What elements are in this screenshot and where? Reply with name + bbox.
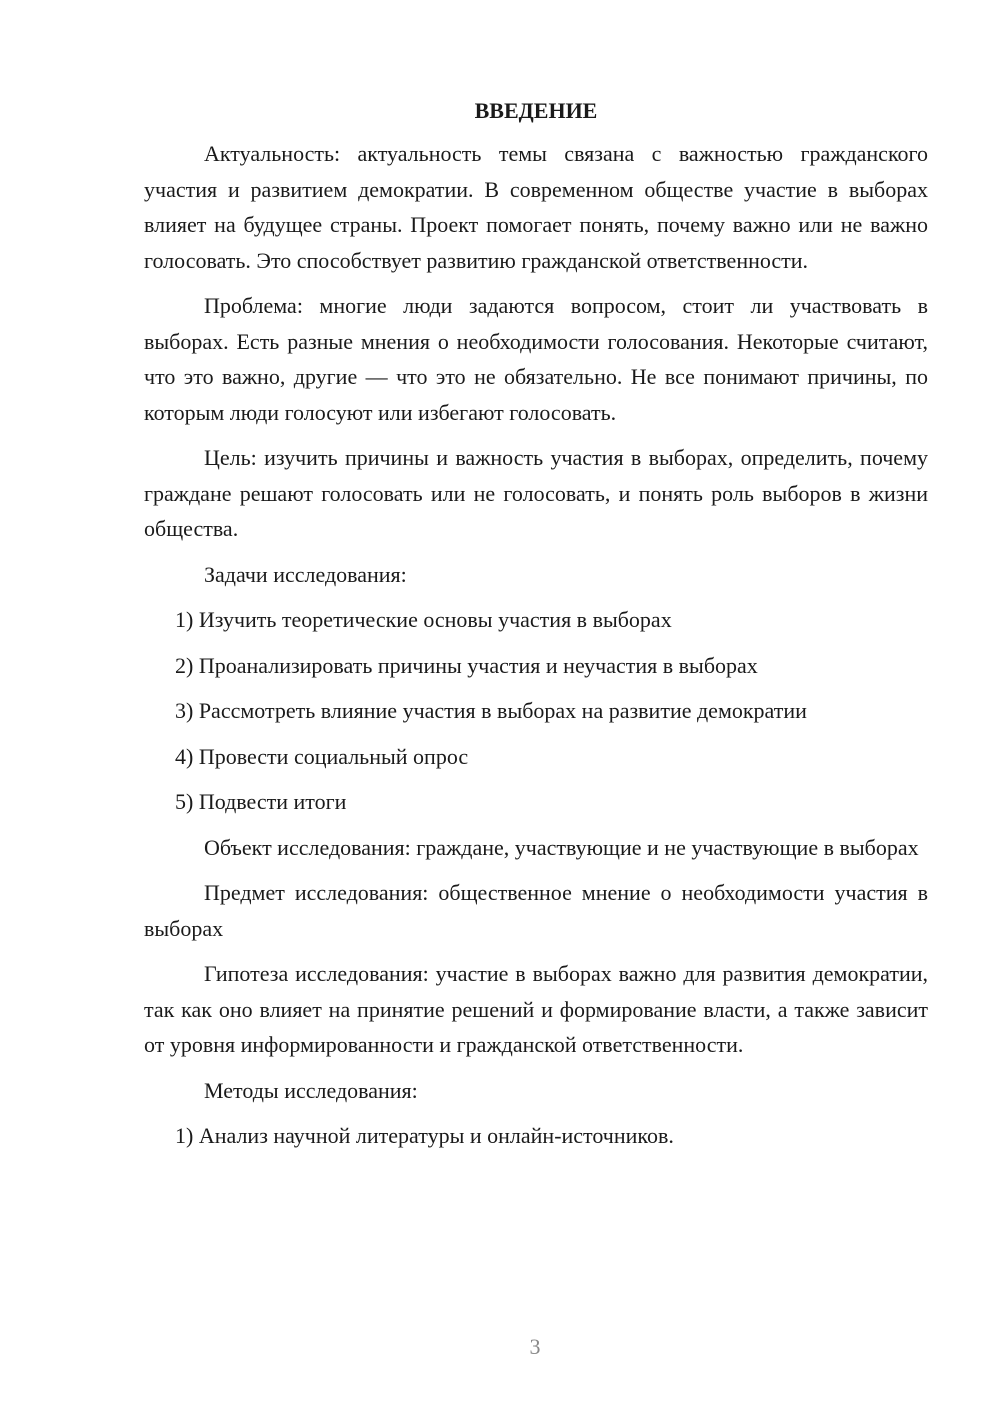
tasks-title: Задачи исследования: <box>204 561 407 587</box>
task-item-3: 3) Рассмотреть влияние участия в выборах на развитие демократии <box>175 698 807 723</box>
relevance-paragraph: Актуальность: актуальность темы связана с важностью гражданского участия и развитием демократии. В современном обществе участие в выборах влияет на будущее страны. Проект помогает понять, почему важно или не важно голосовать. Это способствует развитию гражданской ответственности. <box>144 141 928 273</box>
methods-title: Методы исследования: <box>204 1077 418 1103</box>
goal-paragraph: Цель: изучить причины и важность участия в выборах, определить, почему граждане решают голосовать или не голосовать, и понять роль выборов в жизни общества. <box>144 445 928 541</box>
task-item-4: 4) Провести социальный опрос <box>175 743 469 769</box>
task-item-2: 2) Проанализировать причины участия и неучастия в выборах <box>175 652 758 678</box>
method-item-1: 1) Анализ научной литературы и онлайн-источников. <box>175 1123 674 1148</box>
document-page <box>144 96 928 1164</box>
problem-paragraph: Проблема: многие люди задаются вопросом, стоит ли участвовать в выборах. Есть разные мнения о необходимости голосования. Некоторые считают, что это важно, другие — что это не обязательно. Не все понимают причины, по которым люди голосуют или избегают голосовать. <box>144 293 928 425</box>
object-paragraph: Объект исследования: граждане, участвующие и не участвующие в выборах <box>204 834 919 860</box>
section-heading: ВВЕДЕНИЕ <box>474 98 598 123</box>
page-number: 3 <box>529 1334 541 1359</box>
task-item-5: 5) Подвести итоги <box>175 789 347 814</box>
subject-paragraph: Предмет исследования: общественное мнение о необходимости участия в выборах <box>144 880 928 941</box>
hypothesis-paragraph: Гипотеза исследования: участие в выборах важно для развития демократии, так как оно влияет на принятие решений и формирование власти, а также зависит от уровня информированности и гражданской ответственности. <box>144 961 928 1057</box>
task-item-1: 1) Изучить теоретические основы участия в выборах <box>175 607 672 632</box>
